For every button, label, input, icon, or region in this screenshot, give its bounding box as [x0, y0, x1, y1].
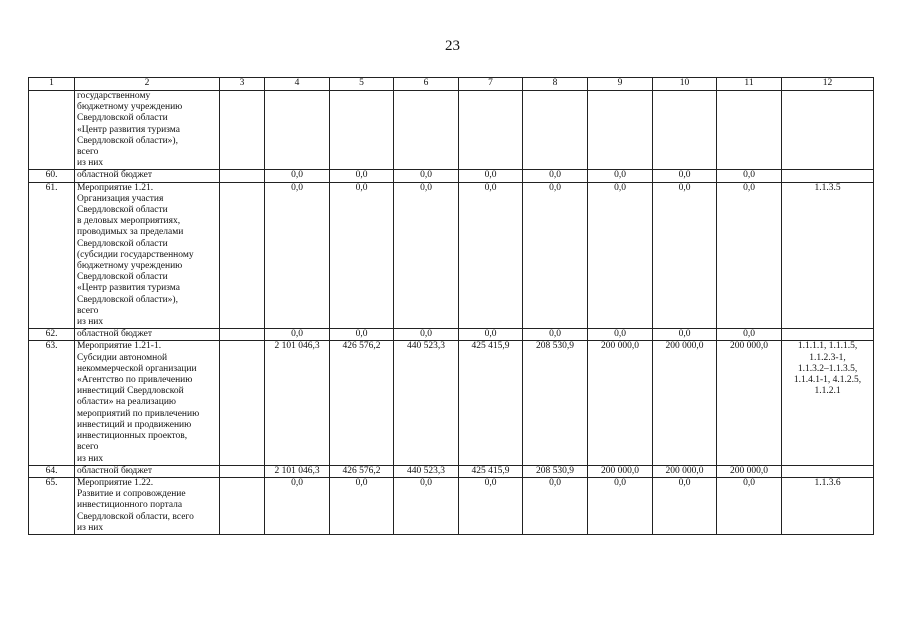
column-header: 6	[394, 78, 459, 91]
value-cell: 0,0	[459, 477, 523, 534]
description-line: Свердловской области, всего	[77, 511, 194, 522]
target-indicator-line: 1.1.3.6	[814, 477, 841, 488]
column-3-cell	[220, 341, 265, 465]
value-cell: 0,0	[330, 170, 394, 182]
description-line: Развитие и сопровождение	[77, 489, 186, 500]
value-cell: 0,0	[265, 477, 330, 534]
value-cell: 208 530,9	[523, 341, 588, 465]
description-line: Мероприятие 1.22.	[77, 477, 154, 488]
value-cell: 0,0	[523, 329, 588, 341]
value-cell: 425 415,9	[459, 465, 523, 477]
description-line: Субсидии автономной	[77, 352, 168, 363]
target-indicator-line: 1.1.4.1-1, 4.1.2.5,	[793, 375, 862, 386]
value-cell: 426 576,2	[330, 465, 394, 477]
column-3-cell	[220, 477, 265, 534]
description-line: проводимых за пределами	[77, 227, 184, 238]
page-number: 23	[445, 38, 460, 54]
value-cell: 440 523,3	[394, 341, 459, 465]
row-description	[75, 182, 220, 329]
column-3-cell	[220, 329, 265, 341]
target-indicator-line: 1.1.3.2–1.1.3.5,	[797, 363, 858, 374]
description-line: Свердловской области	[77, 205, 168, 216]
target-indicator-cell	[782, 91, 874, 170]
description-line: Свердловской области»),	[77, 135, 178, 146]
column-header: 7	[459, 78, 523, 91]
description-line: (субсидии государственному	[77, 249, 194, 260]
column-header: 12	[782, 78, 874, 91]
value-cell: 0,0	[394, 170, 459, 182]
description-line: бюджетному учреждению	[77, 102, 183, 113]
column-3-cell	[220, 465, 265, 477]
value-cell: 0,0	[717, 329, 782, 341]
target-indicator-cell	[782, 329, 874, 341]
value-cell: 200 000,0	[717, 341, 782, 465]
table-row	[29, 477, 874, 534]
value-cell	[459, 91, 523, 170]
value-cell	[588, 91, 653, 170]
header-row	[29, 78, 874, 91]
table-row	[29, 182, 874, 329]
target-indicator-cell	[782, 477, 874, 534]
value-cell: 0,0	[588, 182, 653, 329]
column-3-cell	[220, 170, 265, 182]
column-header: 4	[265, 78, 330, 91]
description-line: инвестиций Свердловской	[77, 386, 184, 397]
value-cell: 200 000,0	[653, 465, 717, 477]
value-cell: 200 000,0	[588, 465, 653, 477]
row-description	[75, 329, 220, 341]
value-cell: 0,0	[588, 329, 653, 341]
target-indicator-line: 1.1.2.1	[814, 386, 841, 397]
value-cell: 0,0	[653, 329, 717, 341]
table-row	[29, 170, 874, 182]
description-line: Свердловской области	[77, 238, 168, 249]
value-cell: 200 000,0	[653, 341, 717, 465]
column-header: 10	[653, 78, 717, 91]
description-line: в деловых мероприятиях,	[77, 216, 181, 227]
value-cell: 2 101 046,3	[265, 341, 330, 465]
description-line: «Агентство по привлечению	[77, 375, 193, 386]
target-indicator-cell	[782, 170, 874, 182]
target-indicator-line: 1.1.2.3-1,	[809, 352, 846, 363]
value-cell: 0,0	[394, 329, 459, 341]
budget-table	[28, 77, 874, 535]
description-line: Свердловской области	[77, 272, 168, 283]
description-line: всего	[77, 442, 99, 453]
description-line: Свердловской области»),	[77, 294, 178, 305]
column-header: 3	[220, 78, 265, 91]
row-number: 65.	[29, 477, 75, 534]
row-description	[75, 91, 220, 170]
column-3-cell	[220, 182, 265, 329]
value-cell	[330, 91, 394, 170]
description-line: мероприятий по привлечению	[77, 408, 200, 419]
value-cell: 0,0	[653, 170, 717, 182]
value-cell: 0,0	[265, 170, 330, 182]
value-cell: 0,0	[330, 182, 394, 329]
value-cell	[653, 91, 717, 170]
description-line: инвестиционного портала	[77, 500, 183, 511]
description-line: государственному	[77, 91, 151, 101]
description-line: из них	[77, 453, 104, 464]
column-header: 5	[330, 78, 394, 91]
column-header: 1	[29, 78, 75, 91]
description-line: из них	[77, 158, 104, 169]
row-number: 60.	[29, 170, 75, 182]
value-cell: 0,0	[588, 477, 653, 534]
description-line: Свердловской области	[77, 113, 168, 124]
value-cell: 2 101 046,3	[265, 465, 330, 477]
target-indicator-line: 1.1.3.5	[814, 182, 841, 193]
value-cell: 0,0	[653, 182, 717, 329]
row-number: 63.	[29, 341, 75, 465]
description-line: областной бюджет	[77, 170, 153, 181]
value-cell: 0,0	[588, 170, 653, 182]
value-cell: 0,0	[330, 329, 394, 341]
description-line: Мероприятие 1.21-1.	[77, 341, 162, 352]
description-line: из них	[77, 522, 104, 533]
description-line: «Центр развития туризма	[77, 124, 180, 135]
value-cell: 0,0	[717, 477, 782, 534]
table-row	[29, 91, 874, 170]
description-line: областной бюджет	[77, 465, 153, 476]
column-header: 11	[717, 78, 782, 91]
description-line: Мероприятие 1.21.	[77, 182, 154, 193]
description-line: области» на реализацию	[77, 397, 176, 408]
value-cell: 0,0	[265, 329, 330, 341]
column-header: 2	[75, 78, 220, 91]
description-line: из них	[77, 317, 104, 328]
value-cell: 0,0	[717, 170, 782, 182]
description-line: инвестиций и продвижению	[77, 419, 192, 430]
column-header: 9	[588, 78, 653, 91]
description-line: областной бюджет	[77, 329, 153, 340]
description-line: Организация участия	[77, 193, 164, 204]
value-cell: 440 523,3	[394, 465, 459, 477]
target-indicator-line: 1.1.1.1, 1.1.1.5,	[797, 341, 858, 352]
value-cell: 0,0	[653, 477, 717, 534]
description-line: всего	[77, 305, 99, 316]
value-cell: 0,0	[459, 170, 523, 182]
value-cell	[265, 91, 330, 170]
value-cell	[717, 91, 782, 170]
row-number: 62.	[29, 329, 75, 341]
table-row	[29, 329, 874, 341]
value-cell: 0,0	[459, 182, 523, 329]
value-cell: 0,0	[459, 329, 523, 341]
row-description	[75, 341, 220, 465]
row-number: 61.	[29, 182, 75, 329]
value-cell	[523, 91, 588, 170]
value-cell: 200 000,0	[717, 465, 782, 477]
description-line: некоммерческой организации	[77, 363, 197, 374]
table-row	[29, 341, 874, 465]
value-cell: 0,0	[394, 477, 459, 534]
row-description	[75, 170, 220, 182]
table-row	[29, 465, 874, 477]
target-indicator-cell	[782, 465, 874, 477]
description-line: «Центр развития туризма	[77, 283, 180, 294]
value-cell: 0,0	[523, 182, 588, 329]
description-line: всего	[77, 147, 99, 158]
description-line: бюджетному учреждению	[77, 261, 183, 272]
row-number	[29, 91, 75, 170]
value-cell	[394, 91, 459, 170]
column-header: 8	[523, 78, 588, 91]
value-cell: 208 530,9	[523, 465, 588, 477]
target-indicator-cell	[782, 341, 874, 465]
row-description	[75, 465, 220, 477]
value-cell: 0,0	[265, 182, 330, 329]
row-number: 64.	[29, 465, 75, 477]
column-3-cell	[220, 91, 265, 170]
value-cell: 0,0	[394, 182, 459, 329]
value-cell: 425 415,9	[459, 341, 523, 465]
description-line: инвестиционных проектов,	[77, 431, 188, 442]
value-cell: 0,0	[330, 477, 394, 534]
value-cell: 0,0	[717, 182, 782, 329]
value-cell: 200 000,0	[588, 341, 653, 465]
target-indicator-cell	[782, 182, 874, 329]
value-cell: 0,0	[523, 170, 588, 182]
row-description	[75, 477, 220, 534]
value-cell: 426 576,2	[330, 341, 394, 465]
value-cell: 0,0	[523, 477, 588, 534]
